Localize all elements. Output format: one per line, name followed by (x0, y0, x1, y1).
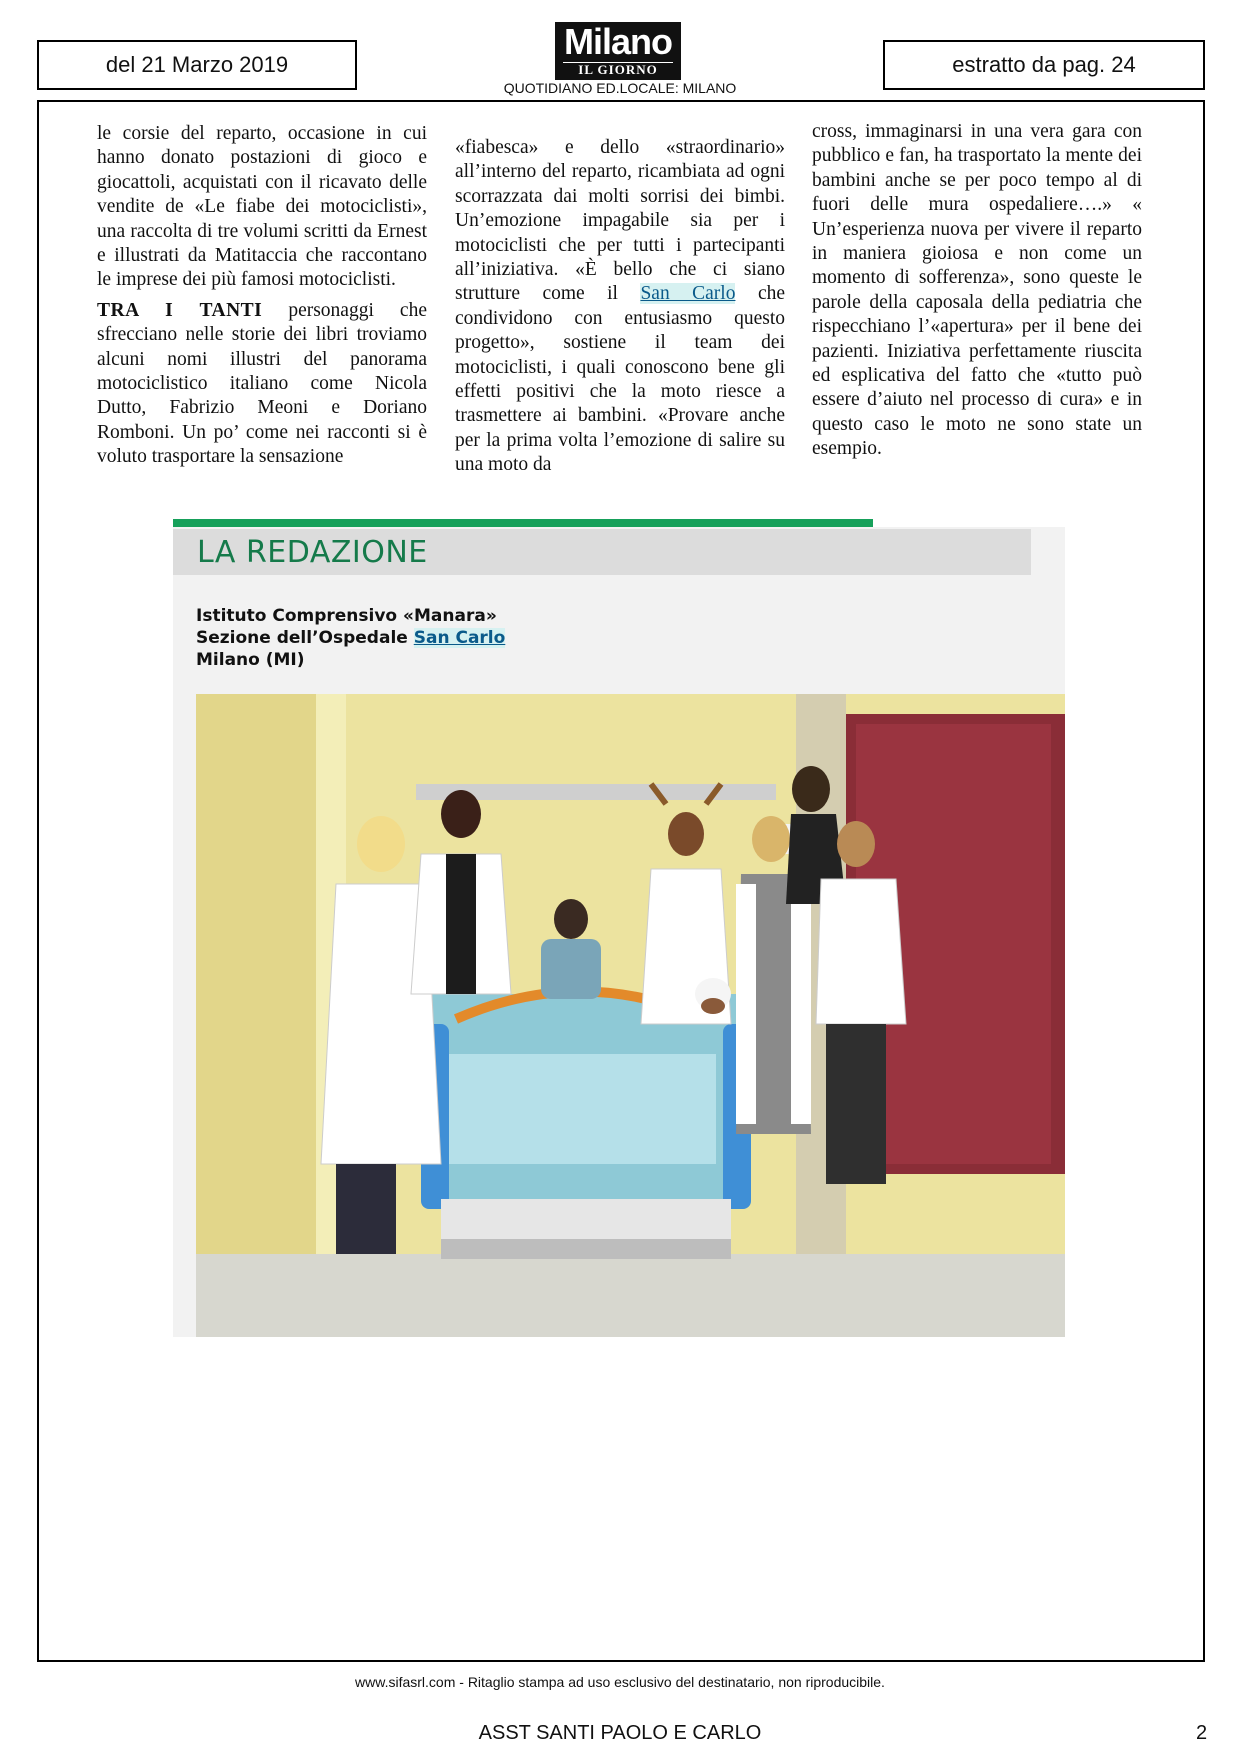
col2-text-2: che condividono con entusiasmo questo progetto», sostiene il team dei motociclisti, i quali conoscono bene gli effetti positivi che la moto riesce a trasmettere ai bambini. «Provare anche per la prima volta l’emozione di salire su una moto da (455, 283, 785, 476)
masthead-subtitle: IL GIORNO (563, 62, 673, 77)
footer-disclaimer: www.sifasrl.com - Ritaglio stampa ad uso esclusivo del destinatario, non riproducibile. (355, 1674, 885, 1690)
col1-paragraph-1: le corsie del reparto, occasione in cui hanno donato postazioni di gioco e giocattoli, acquistati con il ricavato delle vendite de «Le fiabe dei motociclisti», una raccolta di tre volumi scritti da Ernest e illustrati da Matitaccia che raccontano le imprese dei più famosi motociclisti. (97, 123, 427, 291)
redazione-box (173, 527, 1065, 1337)
extract-box (883, 40, 1205, 90)
school-name: Istituto Comprensivo «Manara» (196, 606, 497, 626)
redazione-banner (173, 529, 1031, 575)
paragraph-lead: TRA I TANTI (97, 299, 263, 321)
redazione-title: LA REDAZIONE (197, 535, 428, 570)
article-column-3 (812, 120, 1142, 492)
highlight-san-carlo: San Carlo (640, 283, 736, 305)
section-prefix: Sezione dell’Ospedale (196, 628, 414, 648)
city-name: Milano (MI) (196, 650, 305, 670)
edition-label: QUOTIDIANO ED.LOCALE: MILANO (503, 80, 737, 96)
green-divider (173, 519, 873, 527)
highlight-san-carlo-2: San Carlo (413, 628, 506, 648)
col1-paragraph-2 (97, 299, 427, 470)
date-box (37, 40, 357, 90)
hospital-section (196, 627, 505, 649)
col2-paragraph (455, 136, 785, 478)
group-photo (196, 694, 1065, 1337)
article-column-2 (455, 136, 785, 508)
publication-date: del 21 Marzo 2019 (105, 52, 289, 77)
col3-paragraph: cross, immaginarsi in una vera gara con pubblico e fan, ha trasportato la mente dei bambini anche se per poco tempo al di fuori delle mura ospedaliere….» « Un’esperienza nuova per vivere il reparto in maniera gioiosa e non come un momento di sofferenza», sono queste le parole della caposala della pediatria che rispecchiano l’«apertura» per il bene dei pazienti. Iniziativa perfettamente riuscita ed esplicativa del fatto che «tutto può essere d’aiuto nel processo di cura» e in questo caso le moto ne sono state un esempio. (812, 121, 1142, 460)
masthead-title: Milano (564, 21, 672, 62)
newspaper-masthead (555, 22, 681, 80)
hospital-room-illustration (196, 694, 1065, 1337)
article-column-1 (97, 122, 427, 494)
extract-page: estratto da pag. 24 (952, 52, 1136, 77)
redazione-credits (196, 605, 505, 671)
col1-paragraph-2-text: personaggi che sfrecciano nelle storie dei libri troviamo alcuni nomi illustri del panorama motociclistico italiano come Nicola Dutto, Fabrizio Meoni e Doriano Romboni. Un po’ come nei racconti si è voluto trasportare la sensazione (97, 299, 427, 468)
footer-organization: ASST SANTI PAOLO E CARLO (478, 1722, 762, 1744)
col2-text-1: «fiabesca» e dello «straordinario» all’interno del reparto, ricambiata ad ogni scorrazzata dai molti sorrisi dei bimbi. Un’emozione impagabile sia per i motociclisti che per tutti i partecipanti all’iniziativa. «È bello che ci siano strutture come il (455, 137, 785, 305)
footer-page-number: 2 (1196, 1722, 1208, 1744)
